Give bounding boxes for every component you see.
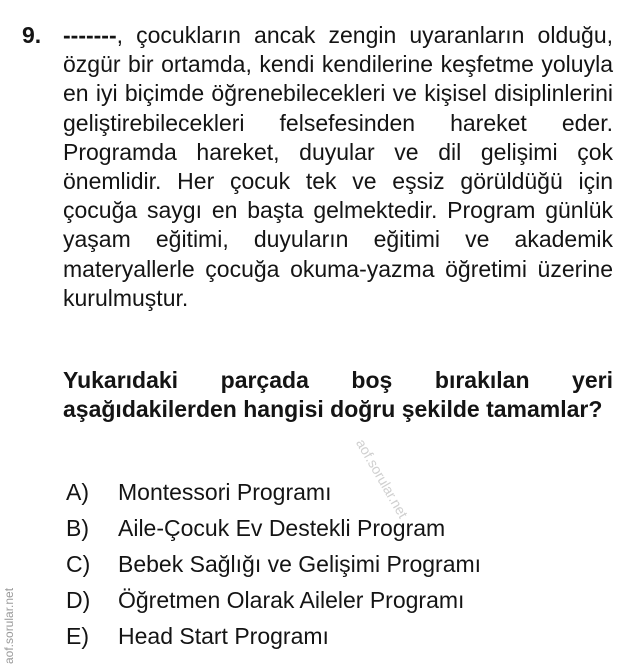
option-letter: A): [66, 479, 89, 505]
option-letter: C): [66, 551, 91, 577]
option-text: Aile-Çocuk Ev Destekli Program: [118, 515, 446, 541]
question-prompt: Yukarıdaki parçada boş bırakılan yeri aşağıdakilerden hangisi doğru şekilde tamamlar?: [63, 367, 613, 422]
option-text: Bebek Sağlığı ve Gelişimi Programı: [118, 551, 482, 577]
option-c[interactable]: [66, 546, 481, 582]
option-text: Head Start Programı: [118, 623, 329, 649]
option-e[interactable]: [66, 618, 481, 654]
option-a[interactable]: [66, 474, 481, 510]
option-b[interactable]: [66, 510, 481, 546]
passage-blank: -------: [63, 22, 117, 48]
option-text: Öğretmen Olarak Aileler Programı: [118, 587, 465, 613]
option-text: Montessori Programı: [118, 479, 332, 505]
option-letter: E): [66, 623, 89, 649]
question-number: 9.: [22, 22, 42, 48]
watermark-side: aof.sorular.net: [2, 587, 16, 664]
option-letter: B): [66, 515, 89, 541]
watermark-diagonal: aof.sorular.net: [353, 436, 412, 521]
option-d[interactable]: [66, 582, 481, 618]
option-letter: D): [66, 587, 91, 613]
answer-options: [66, 474, 481, 654]
passage-text: , çocukların ancak zengin uyaranların olduğu, özgür bir ortamda, kendi kendilerine keşfetme yoluyla en iyi biçimde öğrenebilecekleri ve kişisel disiplinlerini geliştirebilecekleri felsefesinden hareket eder. Programda hareket, duyular ve dil gelişimi çok önemlidir. Her çocuk tek ve eşsiz görüldüğü için çocuğa saygı en başta gelmektedir. Program günlük yaşam eğitimi, duyuların eğitimi ve akademik materyallerle çocuğa okuma-yazma öğretimi üzerine kurulmuştur.: [63, 22, 613, 311]
question-passage: [63, 21, 613, 313]
